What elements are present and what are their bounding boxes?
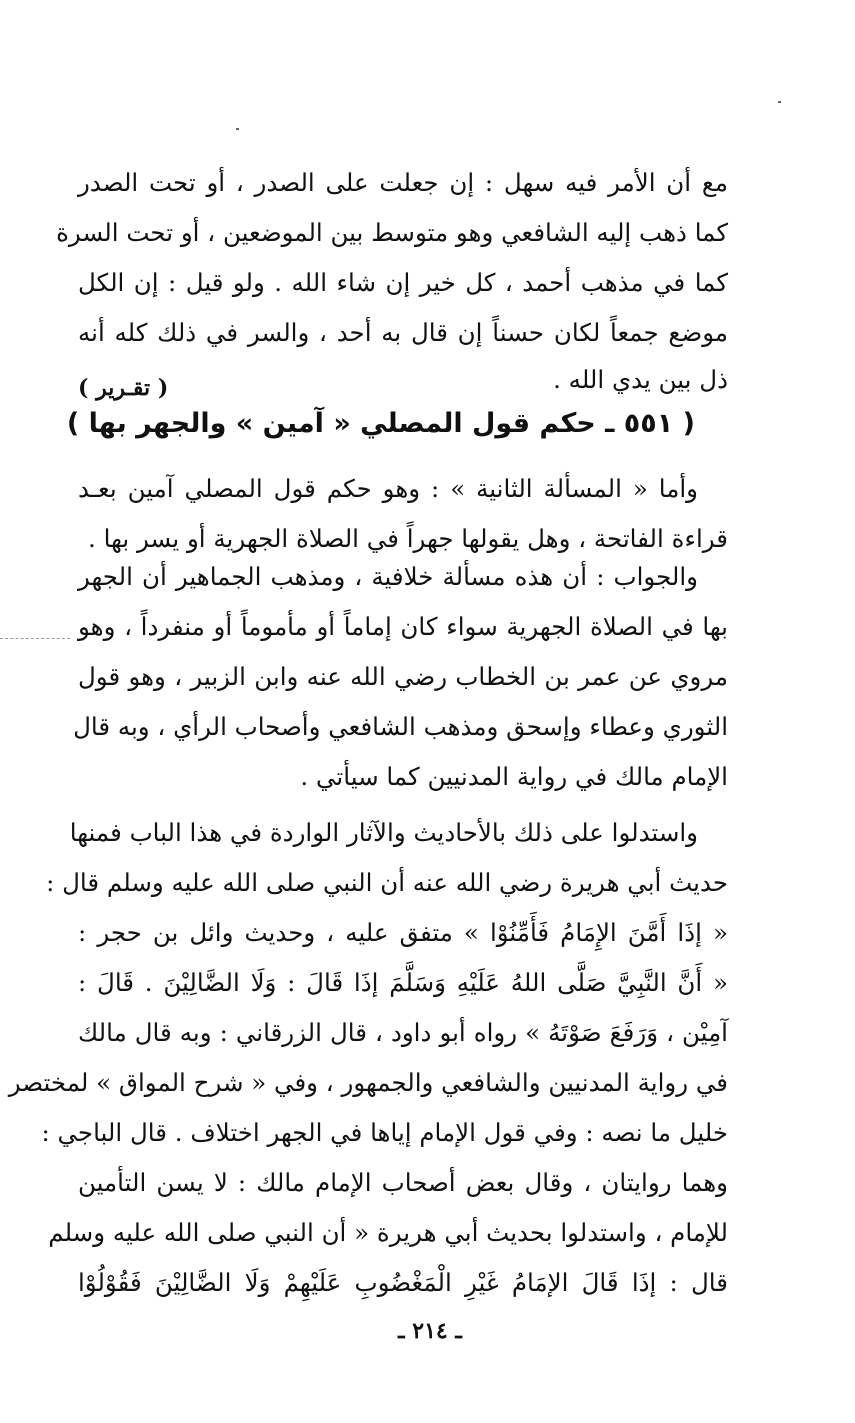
text-line: خليل ما نصه : وفي قول الإمام إياها في الجهر اختلاف . قال الباجي : <box>41 1118 728 1147</box>
text-line: وهما روايتان ، وقال بعض أصحاب الإمام مالك : لا يسن التأمين <box>78 1168 728 1197</box>
text-line: مع أن الأمر فيه سهل : إن جعلت على الصدر ، أو تحت الصدر <box>78 168 728 197</box>
source-note: ( تقـرير ) <box>78 375 169 401</box>
text-line: والجواب : أن هذه مسألة خلافية ، ومذهب الجماهير أن الجهر <box>78 562 698 591</box>
text-line: بها في الصلاة الجهرية سواء كان إماماً أو مأموماً أو منفرداً ، وهو <box>78 612 728 641</box>
page-number: ـ ٢١٤ ـ <box>398 1318 462 1344</box>
text-line: ذل بين يدي الله . <box>553 365 728 394</box>
text-line-with-note <box>78 358 728 402</box>
text-line: « إذَا أَمَّنَ الإِمَامُ فَأَمِّنُوْا » متفق عليه ، وحديث وائل بن حجر : <box>78 918 728 947</box>
text-line: « أَنَّ النَّبِيَّ صَلَّى اللهُ عَلَيْهِ وَسَلَّمَ إذَا قَالَ : وَلَا الضَّالِيْنَ . قَالَ : <box>78 968 728 997</box>
text-line: قراءة الفاتحة ، وهل يقولها جهراً في الصلاة الجهرية أو يسر بها . <box>88 524 728 553</box>
scan-edge-mark <box>0 638 70 639</box>
section-heading <box>66 403 695 445</box>
paragraph-4 <box>8 808 728 1308</box>
text-line: للإمام ، واستدلوا بحديث أبي هريرة « أن النبي صلى الله عليه وسلم <box>48 1218 728 1247</box>
text-line: موضع جمعاً لكان حسناً إن قال به أحد ، والسر في ذلك كله أنه <box>78 318 728 347</box>
text-line: واستدلوا على ذلك بالأحاديث والآثار الواردة في هذا الباب فمنها <box>69 818 698 847</box>
paragraph-3 <box>73 552 728 802</box>
text-line: حديث أبي هريرة رضي الله عنه أن النبي صلى الله عليه وسلم قال : <box>46 868 728 897</box>
section-heading-line: ( ٥٥١ ـ حكم قول المصلي « آمين » والجهر بها ) <box>66 408 695 439</box>
text-line: قال : إذَا قَالَ الإمَامُ غَيْرِ الْمَغْضُوبِ عَلَيْهِمْ وَلَا الضَّالِيْنَ فَقُوْلُوْا <box>78 1268 728 1297</box>
paragraph-2 <box>78 464 728 564</box>
text-line: في رواية المدنيين والشافعي والجمهور ، وفي « شرح المواق » لمختصر <box>8 1068 728 1097</box>
text-line: كما ذهب إليه الشافعي وهو متوسط بين الموضعين ، أو تحت السرة <box>56 218 728 247</box>
text-line: وأما « المسألة الثانية » : وهو حكم قول المصلي آمين بعـد <box>78 474 698 503</box>
text-line: مروي عن عمر بن الخطاب رضي الله عنه وابن الزبير ، وهو قول <box>78 662 728 691</box>
text-line: الثوري وعطاء وإسحق ومذهب الشافعي وأصحاب الرأي ، وبه قال <box>73 712 728 741</box>
scan-speck <box>236 128 239 130</box>
text-line: الإمام مالك في رواية المدنيين كما سيأتي . <box>300 762 728 791</box>
text-line: آمِيْن ، وَرَفَعَ صَوْتَهُ » رواه أبو داود ، قال الزرقاني : وبه قال مالك <box>78 1018 728 1047</box>
paragraph-1 <box>56 158 728 402</box>
scan-speck <box>778 101 781 103</box>
text-line: كما في مذهب أحمد ، كل خير إن شاء الله . ولو قيل : إن الكل <box>78 268 728 297</box>
